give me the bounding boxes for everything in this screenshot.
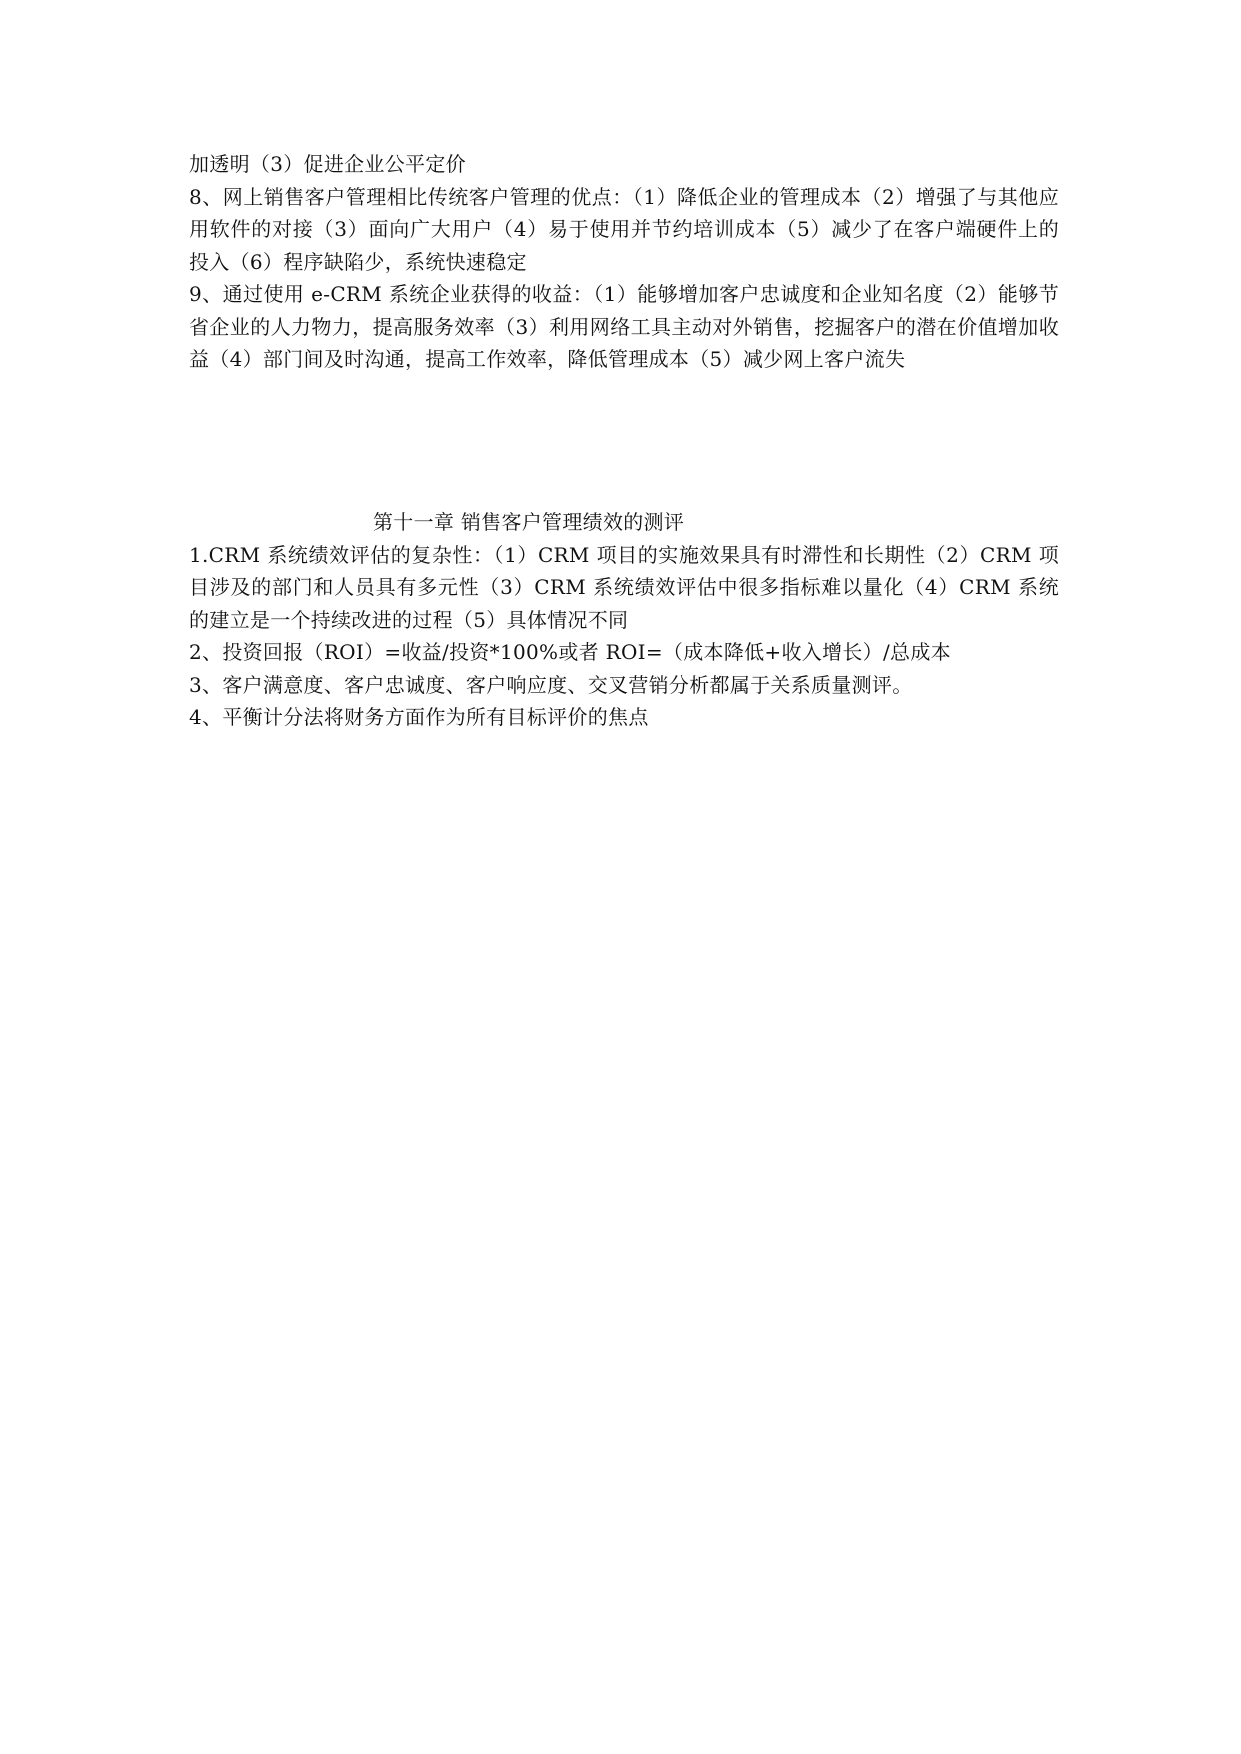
section-top xyxy=(189,148,1059,376)
point-3-paragraph: 3、客户满意度、客户忠诚度、客户响应度、交叉营销分析都属于关系质量测评。 xyxy=(189,672,913,697)
chapter-11-section xyxy=(189,506,1059,734)
point-4-paragraph: 4、平衡计分法将财务方面作为所有目标评价的焦点 xyxy=(189,705,649,729)
point-1-paragraph: 1.CRM 系统绩效评估的复杂性：（1）CRM 项目的实施效果具有时滞性和长期性（2）CRM 项目涉及的部门和人员具有多元性（3）CRM 系统绩效评估中很多指标难以量化（4）CRM 系统的建立是一个持续改进的过程（5）具体情况不同 xyxy=(189,542,1059,632)
point-2-paragraph: 2、投资回报（ROI）=收益/投资*100%或者 ROI=（成本降低+收入增长）/总成本 xyxy=(189,640,951,664)
point-9-paragraph: 9、通过使用 e-CRM 系统企业获得的收益：（1）能够增加客户忠诚度和企业知名度（2）能够节省企业的人力物力，提高服务效率（3）利用网络工具主动对外销售，挖掘客户的潜在价值增加收益（4）部门间及时沟通，提高工作效率，降低管理成本（5）减少网上客户流失 xyxy=(189,282,1059,371)
continuation-line: 加透明（3）促进企业公平定价 xyxy=(189,152,466,176)
chapter-title: 第十一章 销售客户管理绩效的测评 xyxy=(373,510,685,534)
point-8-paragraph: 8、网上销售客户管理相比传统客户管理的优点：（1）降低企业的管理成本（2）增强了与其他应用软件的对接（3）面向广大用户（4）易于使用并节约培训成本（5）减少了在客户端硬件上的投入（6）程序缺陷少，系统快速稳定 xyxy=(189,184,1059,274)
